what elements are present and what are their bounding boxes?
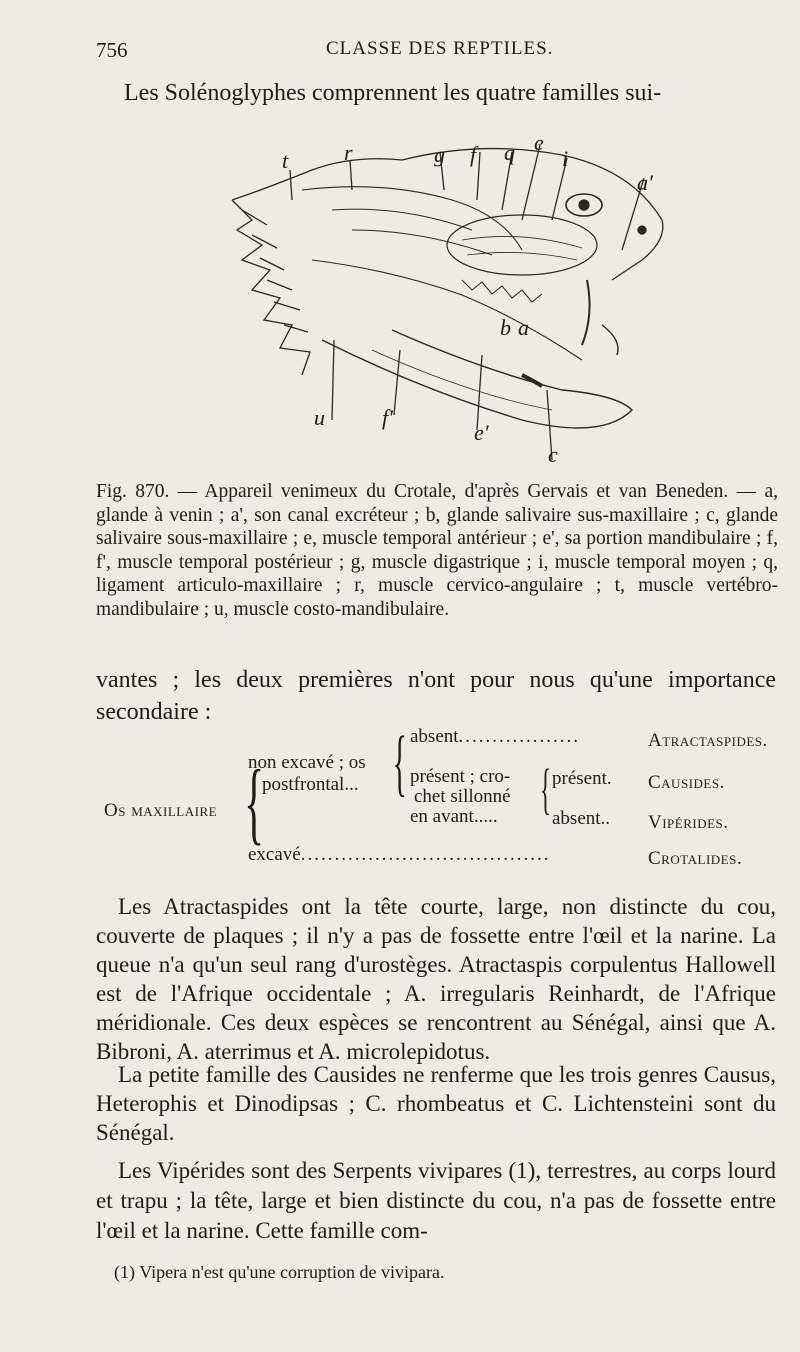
key-chet-sillonne: chet sillonné [414,786,511,807]
svg-text:g: g [434,142,445,167]
key-present-crochet: présent ; cro- [410,766,511,787]
key-brace-secondary: { [392,722,407,804]
svg-text:e': e' [474,420,489,445]
svg-text:e: e [534,130,544,155]
svg-text:f': f' [382,405,393,430]
key-brace-tertiary: { [540,763,551,825]
svg-text:a: a [518,315,529,340]
key-absent-2: absent.. [552,808,611,829]
key-viperides: Vipérides. [648,812,729,833]
figure-caption-text: — Appareil venimeux du Crotale, d'après Gervais et van Beneden. — a, glande à venin ; a', son canal excréteur ; b, glande salivaire sus-maxillaire ; c, glande salivaire sous-maxillaire ; e, muscle temporal antérieur ; e', sa portion mandibulaire ; f, f', muscle temporal postérieur ; g, muscle digastrique ; i, muscle temporal moyen ; q, ligament articulo-maxillaire ; r, muscle cervico-angulaire ; t, muscle vertébro-mandibulaire ; u, muscle costo-mandibulaire. [96,481,778,620]
footnote-text: Vipera n'est qu'une corruption de vivipara. [139,1262,445,1282]
page-header [96,38,760,68]
key-causides: Causides. [648,772,725,793]
key-root: Os maxillaire [104,800,218,821]
page-number: 756 [96,38,128,62]
classification-key [96,722,786,869]
key-present: présent. [552,768,612,789]
svg-text:i: i [562,146,569,171]
svg-text:f: f [470,142,477,167]
key-non-excave: non excavé ; os [248,752,366,773]
key-absent: absent.................. [410,726,581,747]
continuation-paragraph: vantes ; les deux premières n'ont pour nous qu'une importance secondaire : [96,667,776,725]
figure-caption [96,480,778,621]
svg-text:a': a' [637,170,653,195]
key-en-avant: en avant..... [410,806,498,827]
paragraph-causides: La petite famille des Causides ne renferme que les trois genres Causus, Heterophis et Dinodipsas ; C. rhombeatus et C. Lichtensteini sont du Sénégal. [96,1062,776,1145]
footnote-number: (1) [114,1262,135,1282]
key-brace-main: { [244,751,265,853]
intro-line: Les Solénoglyphes comprennent les quatre familles sui- [124,80,662,106]
crotalus-head-illustration [222,130,672,470]
svg-text:c: c [548,442,558,467]
running-head: CLASSE DES REPTILES. [326,38,554,59]
svg-text:q: q [504,140,515,165]
key-excave: excavé..................................... [248,844,551,865]
svg-text:t: t [282,148,289,173]
paragraph-atractaspides: Les Atractaspides ont la tête courte, large, non distincte du cou, couverte de plaques ; il n'y a pas de fossette entre l'œil et la narine. La queue n'a qu'un seul rang d'urostèges. Atractaspis corpulentus Hallowell est de l'Afrique occidentale ; A. irregularis Reinhardt, de l'Afrique méridionale. Ces deux espèces se rencontrent au Sénégal, ainsi que A. Bibroni, A. aterrimus et A. microlepidotus. [96,894,776,1064]
key-atractaspides: Atractaspides. [648,730,768,751]
key-postfrontal: postfrontal... [262,774,359,795]
svg-text:b: b [500,315,511,340]
footnote [114,1262,445,1283]
figure-number: Fig. 870. [96,481,170,502]
paragraph-viperides: Les Vipérides sont des Serpents vivipares (1), terrestres, au corps lourd et trapu ; la tête, large et bien distincte du cou, n'a pas de fossette entre l'œil et la narine. Cette famille com- [96,1158,776,1243]
svg-text:r: r [344,140,353,165]
key-crotalides: Crotalides. [648,848,743,869]
svg-text:u: u [314,405,325,430]
